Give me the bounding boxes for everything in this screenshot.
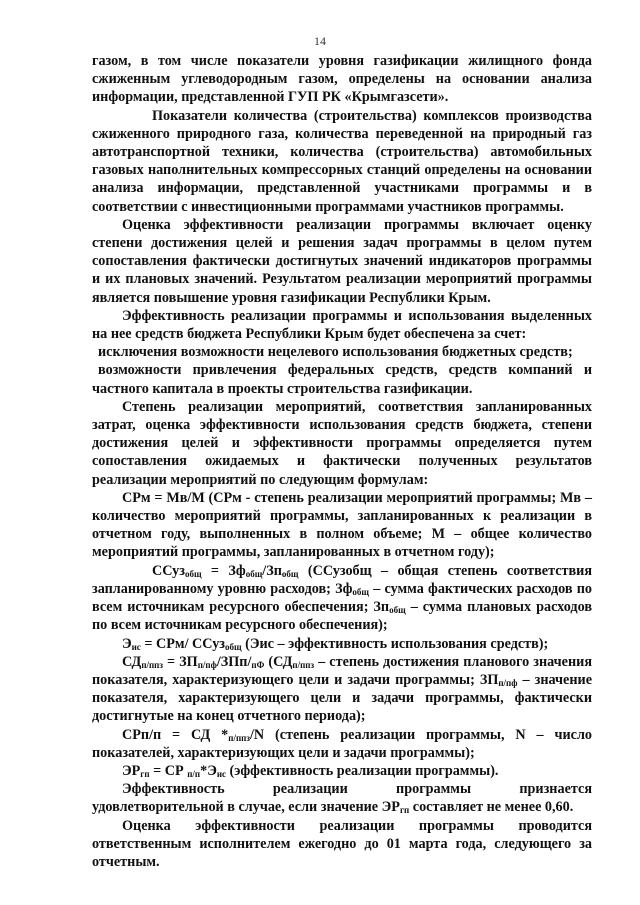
subscript: общ: [245, 568, 263, 579]
subscript: пФ: [251, 659, 265, 670]
formula-text: (эффективность реализации программы).: [226, 762, 499, 779]
subscript: п/ппз: [141, 659, 163, 670]
document-body: [92, 52, 592, 871]
formula-text: *Э: [200, 762, 217, 779]
formula-text: ССуз: [152, 562, 185, 579]
paragraph-satisfactory-threshold: [92, 780, 592, 816]
subscript: п/пф: [197, 659, 217, 670]
paragraph-evaluation-deadline: Оценка эффективности реализации программы проводится ответственным исполнителем ежегодно до 01 марта года, следующего за отчетным.: [92, 817, 592, 870]
formula-sd: [92, 653, 592, 726]
paragraph-exclusion: исключения возможности нецелевого использования бюджетных средств;: [98, 344, 573, 361]
formula-srm: СРм = Мв/М (СРм - степень реализации мероприятий программы; Мв – количество мероприятий программы, запланированных к реализации в отчетном году, выполненных в полном объеме; М – общее количество мероприятий программы, запланированных в отчетном году);: [92, 489, 592, 561]
formula-ssuz: [92, 562, 592, 635]
formula-text: СРп/п = СД *: [122, 726, 229, 743]
formula-text: /N (степень реализации программы, N – число показателей, характеризующих цели и задачи программы);: [92, 726, 592, 761]
paragraph-lng-indicators: Показатели количества (строительства) комплексов производства сжиженного природного газа, количества переведенной на природный газ автотранспортной техники, количества (строительства) автомобильных газовых наполнительных компрессорных станций определены на основании анализа информации, представленной участниками программы и в соответствии с инвестиционными программами участников программы.: [92, 107, 592, 215]
formula-text: = СРм/ ССуз: [140, 635, 225, 652]
formula-text: /ЗПп/: [216, 653, 252, 670]
subscript: ис: [216, 768, 226, 779]
subscript: п/ппз: [292, 659, 315, 670]
formula-text: /Зп: [262, 562, 282, 579]
subscript: общ: [225, 641, 242, 652]
paragraph-formulas-intro: Степень реализации мероприятий, соответствия запланированных затрат, оценка эффективности использования средств бюджета, степени достижения целей и эффективности программы определяется путем сопоставления ожидаемых и фактически полученных результатов реализации мероприятий по следующим формулам:: [92, 398, 592, 488]
formula-text: (СД: [264, 653, 293, 670]
formula-text: = Зф: [201, 562, 246, 579]
paragraph-evaluation-method: Оценка эффективности реализации программы включает оценку степени достижения целей и решения задач программы в целом путем сопоставления фактически достигнутых значений индикаторов программы и их плановых значений. Результатом реализации мероприятий программы является повышение уровня газификации Республики Крым.: [92, 216, 592, 306]
subscript: п/ппз: [228, 732, 250, 743]
closing-text: составляет не менее 0,60.: [409, 799, 574, 816]
page-number: 14: [314, 34, 326, 48]
formula-text: = ЗП: [163, 653, 198, 670]
subscript: ис: [131, 641, 141, 652]
subscript: общ: [389, 605, 406, 616]
paragraph-attraction: возможности привлечения федеральных средств, средств компаний и частного капитала в проекты строительства газификации.: [92, 362, 592, 397]
formula-text: (Эис – эффективность использования средств);: [241, 635, 549, 652]
subscript: общ: [184, 568, 202, 579]
formula-eis: [92, 635, 592, 653]
formula-srpp: [92, 726, 592, 762]
subscript: п/пф: [498, 677, 518, 688]
subscript: общ: [352, 586, 370, 597]
formula-text: – степень достижения планового значения показателя, характеризующего цели и задачи программы; ЗП: [92, 653, 592, 688]
formula-text: СД: [122, 653, 142, 670]
formula-text: (ССузобщ – общая степень соответствия запланированному уровню расходов; Зф: [92, 562, 592, 597]
paragraph-gasification-indicators: газом, в том числе показатели уровня газификации жилищного фонда сжиженным углеводородным газом, определены на основании анализа информации, представленной ГУП РК «Крымгазсети».: [92, 53, 592, 106]
subscript: гп: [140, 768, 150, 779]
formula-text: – сумма фактических расходов по всем источникам ресурсного обеспечения; Зп: [92, 580, 592, 616]
subscript: общ: [281, 568, 299, 579]
formula-text: – сумма плановых расходов по всем источникам ресурсного обеспечения);: [92, 599, 592, 634]
formula-text: = СР: [149, 762, 188, 779]
formula-ergp: [92, 762, 592, 780]
paragraph-efficiency-intro: Эффективность реализации программы и использования выделенных на нее средств бюджета Республики Крым будет обеспечена за счет:: [92, 307, 592, 343]
formula-text: Э: [122, 635, 132, 652]
formula-text: – значение показателя, характеризующего цели и задачи программы, фактически достигнутые на конец отчетного периода);: [92, 671, 592, 725]
subscript: п/п: [187, 768, 201, 779]
subscript: гп: [399, 805, 410, 816]
closing-text: Эффективность реализации программы признается удовлетворительной в случае, если значение ЭР: [92, 781, 592, 816]
formula-text: ЭР: [122, 762, 141, 779]
